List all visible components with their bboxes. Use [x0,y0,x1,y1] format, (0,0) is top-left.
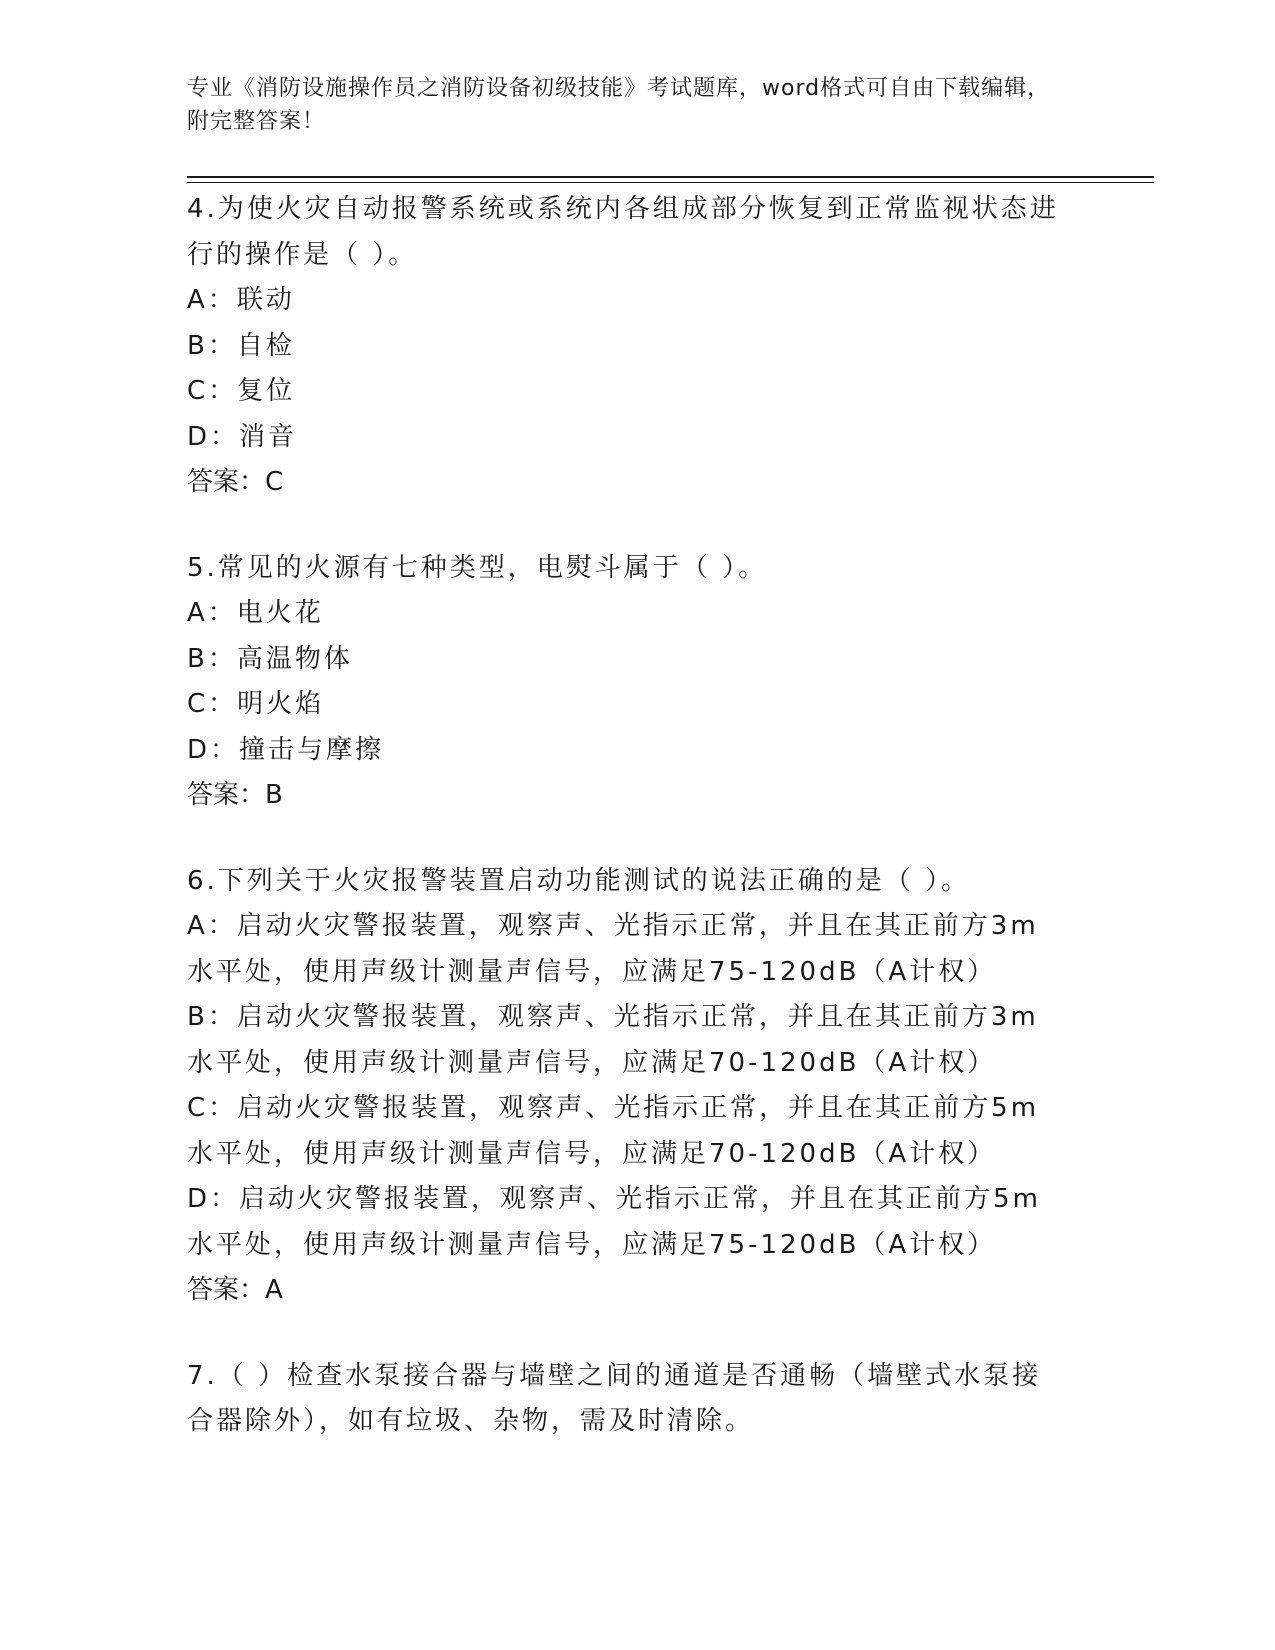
question-stem: 5.常见的火源有七种类型，电熨斗属于（ ）。 [187,552,768,583]
option-a: A：电火花 [187,598,324,628]
question-5 [187,546,1067,819]
answer: 答案：C [187,467,284,497]
option-b: B：高温物体 [187,643,353,674]
option-d: D：消音 [187,421,298,452]
option-a: A：启动火灾警报装置，观察声、光指示正常，并且在其正前方3m水平处，使用声级计测量声信号，应满足75-120dB（A计权） [187,911,1039,987]
option-a: A：联动 [187,285,295,315]
question-4 [187,187,1067,506]
question-stem: 7.（ ）检查水泵接合器与墙壁之间的通道是否通畅（墙壁式水泵接合器除外），如有垃圾、杂物，需及时清除。 [187,1360,1042,1436]
question-7 [187,1354,1067,1445]
header-rule-thick [187,176,1154,178]
header-text: 专业《消防设施操作员之消防设备初级技能》考试题库，word格式可自由下载编辑，附完整答案！ [187,76,1051,134]
page-header [187,72,1067,138]
question-stem: 4.为使火灾自动报警系统或系统内各组成部分恢复到正常监视状态进行的操作是（ ）。 [187,194,1059,270]
option-b: B：自检 [187,330,295,361]
option-d: D：撞击与摩擦 [187,734,385,765]
header-rule-thin [187,182,1154,183]
option-d: D：启动火灾警报装置，观察声、光指示正常，并且在其正前方5m水平处，使用声级计测量声信号，应满足75-120dB（A计权） [187,1184,1041,1260]
question-list [187,187,1067,1485]
question-6 [187,859,1067,1314]
answer: 答案：A [187,1275,283,1305]
option-c: C：明火焰 [187,689,325,719]
question-stem: 6.下列关于火灾报警装置启动功能测试的说法正确的是（ ）。 [187,865,971,896]
option-c: C：启动火灾警报装置，观察声、光指示正常，并且在其正前方5m水平处，使用声级计测量声信号，应满足70-120dB（A计权） [187,1093,1040,1169]
option-b: B：启动火灾警报装置，观察声、光指示正常，并且在其正前方3m水平处，使用声级计测量声信号，应满足70-120dB（A计权） [187,1002,1039,1078]
answer: 答案：B [187,780,283,810]
option-c: C：复位 [187,376,296,406]
